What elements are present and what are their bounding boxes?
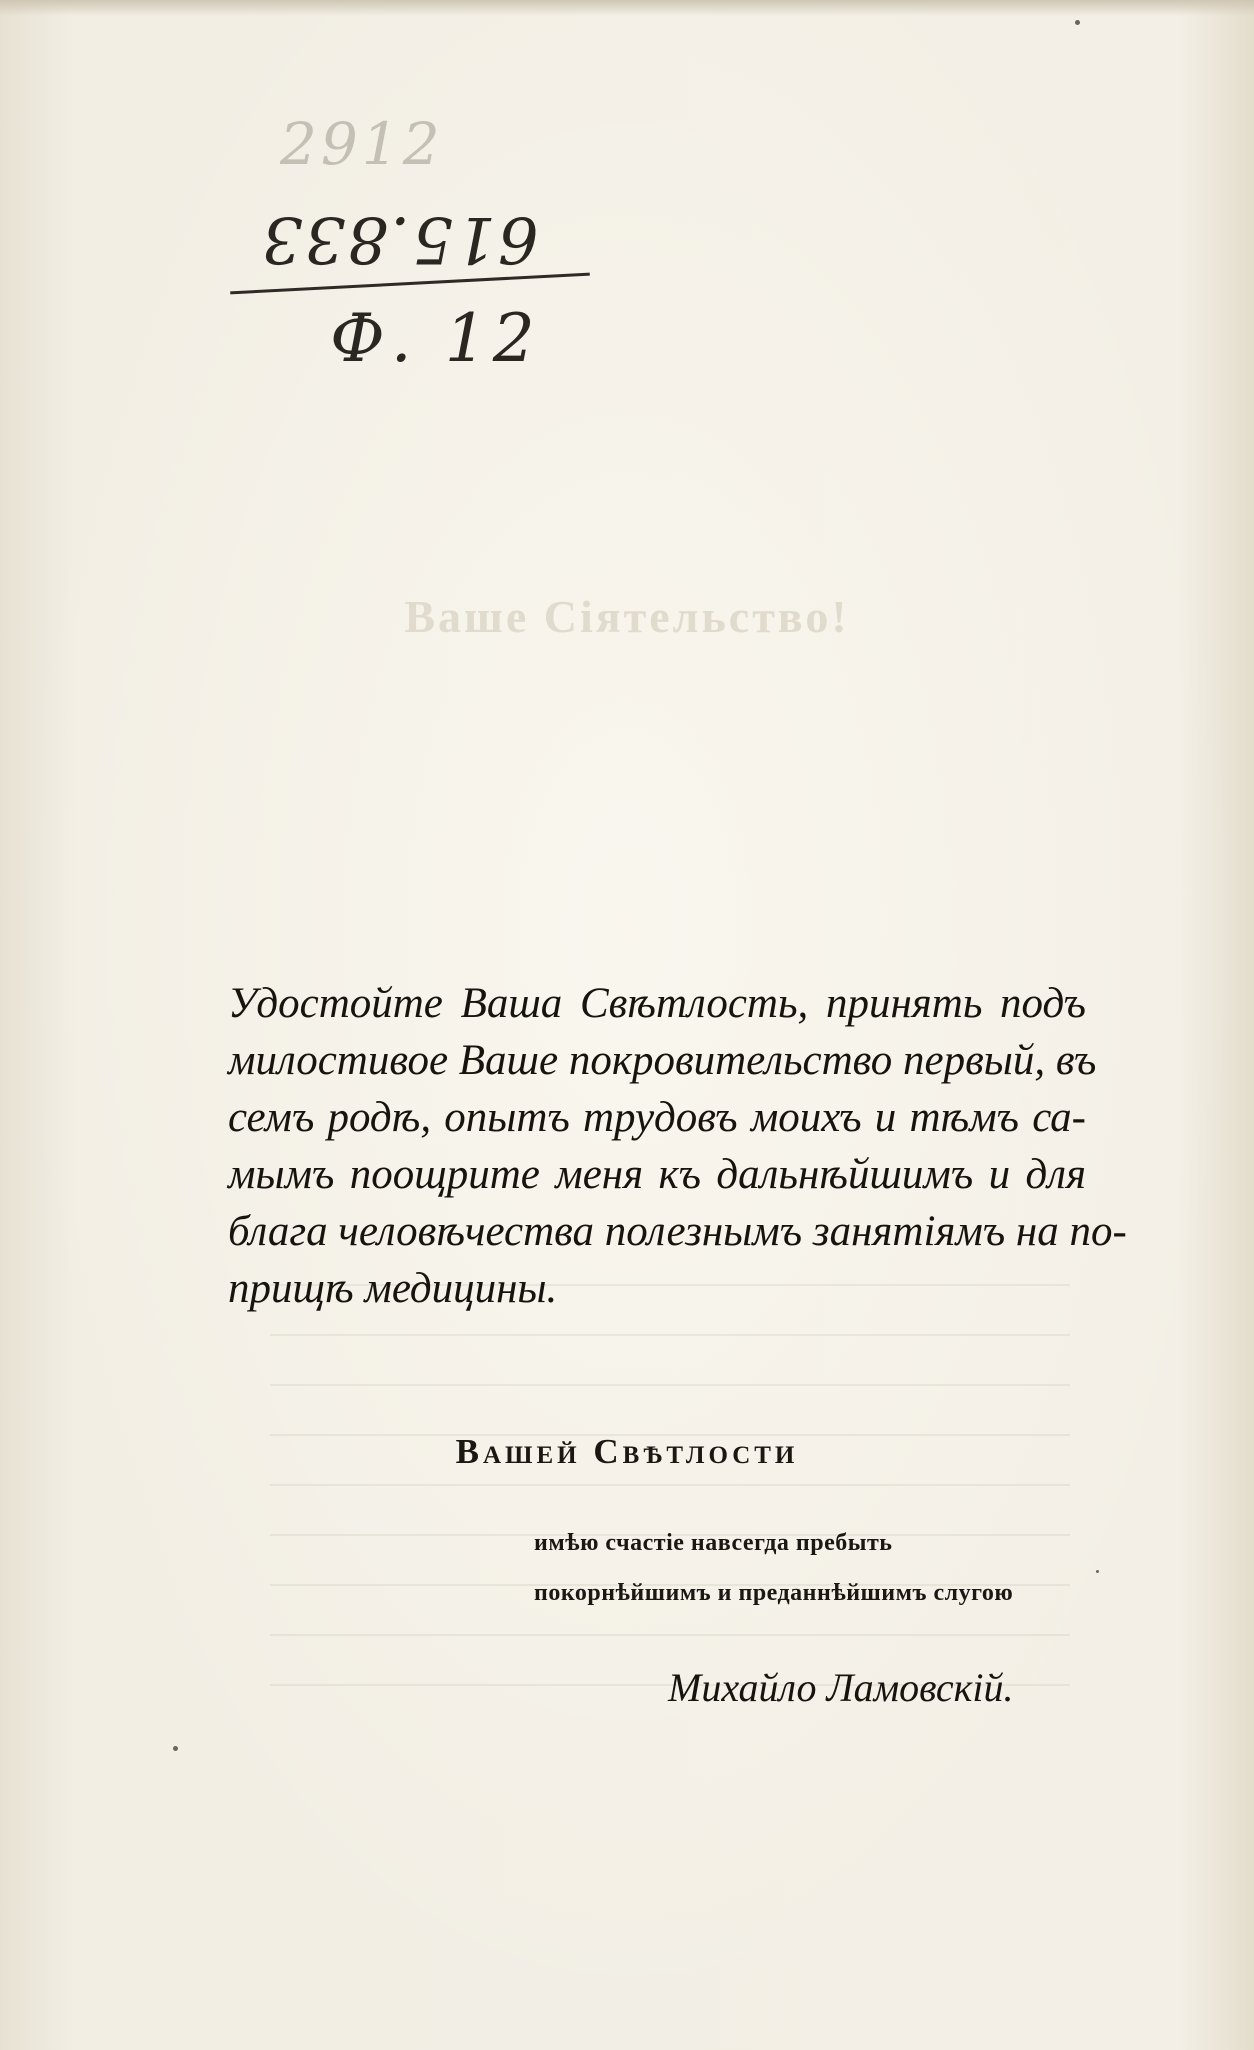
address-line: Вашей Свѣтлости	[455, 1432, 799, 1471]
fund-mark: Ф. 12	[330, 300, 541, 377]
dedication-paragraph	[228, 975, 1127, 1317]
dedication-line: блага человѣчества полезнымъ занятіямъ на по-	[228, 1208, 1127, 1255]
author-signature: Михайло Ламовскій.	[668, 1665, 1014, 1710]
paper-speck	[1096, 1570, 1099, 1573]
inverted-catalog-number: 615.833	[260, 202, 539, 276]
dedication-line: Удостойте Ваша Свѣтлость, принять подъ	[228, 980, 1086, 1027]
faint-shelf-mark: 2912	[280, 110, 444, 178]
closing-line: покорнѣйшимъ и преданнѣйшимъ слугою	[534, 1580, 1014, 1606]
paper-speck	[1075, 20, 1080, 25]
closing-line: имѣю счастіе навсегда пребыть	[534, 1530, 893, 1556]
paper-speck	[173, 1746, 178, 1751]
library-marks	[220, 110, 580, 400]
bleed-through-heading: Ваше Сіятельство!	[404, 591, 850, 642]
dedication-line: милостивое Ваше покровительство первый, въ	[228, 1037, 1097, 1084]
page-top-edge	[0, 0, 1254, 16]
dedication-line: семъ родѣ, опытъ трудовъ моихъ и тѣмъ са-	[228, 1094, 1086, 1141]
dedication-line: мымъ поощрите меня къ дальнѣйшимъ и для	[228, 1151, 1086, 1198]
dedication-line: прищѣ медицины.	[228, 1265, 558, 1312]
